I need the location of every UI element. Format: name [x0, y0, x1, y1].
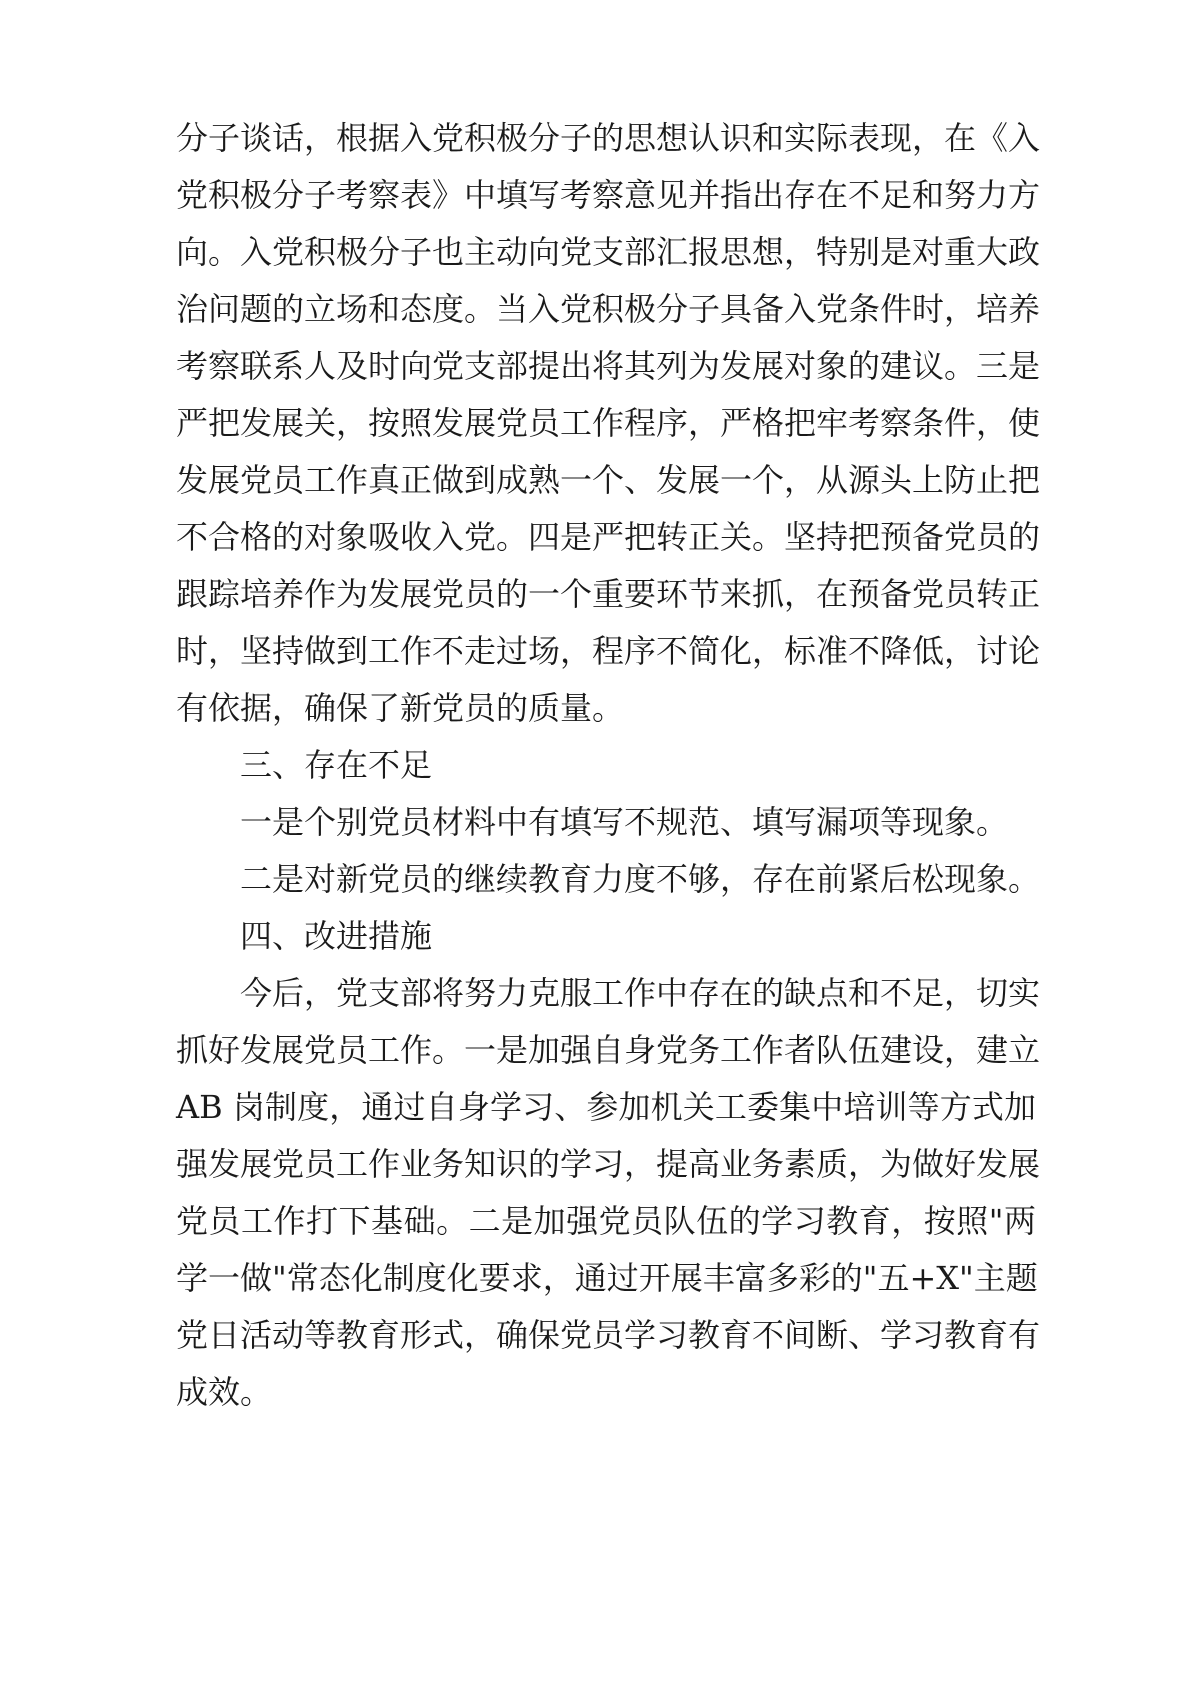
body-text-line: AB 岗制度，通过自身学习、参加机关工委集中培训等方式加	[176, 1088, 1036, 1126]
body-text-line: 强发展党员工作业务知识的学习，提高业务素质，为做好发展	[176, 1145, 1041, 1183]
body-text-line: 不合格的对象吸收入党。四是严把转正关。坚持把预备党员的	[176, 518, 1041, 556]
body-text-line: 一是个别党员材料中有填写不规范、填写漏项等现象。	[176, 803, 1009, 841]
section-heading: 四、改进措施	[176, 917, 433, 955]
body-text-line: 二是对新党员的继续教育力度不够，存在前紧后松现象。	[176, 860, 1041, 898]
body-text-line: 向。入党积极分子也主动向党支部汇报思想，特别是对重大政	[176, 233, 1041, 271]
body-text-line: 治问题的立场和态度。当入党积极分子具备入党条件时，培养	[176, 290, 1041, 328]
body-text-line: 党员工作打下基础。二是加强党员队伍的学习教育，按照"两	[176, 1202, 1036, 1240]
body-text-line: 考察联系人及时向党支部提出将其列为发展对象的建议。三是	[176, 347, 1041, 385]
body-text-line: 严把发展关，按照发展党员工作程序，严格把牢考察条件，使	[176, 404, 1041, 442]
section-heading: 三、存在不足	[176, 746, 433, 784]
body-text-line: 抓好发展党员工作。一是加强自身党务工作者队伍建设，建立	[176, 1031, 1041, 1069]
body-text-line: 党积极分子考察表》中填写考察意见并指出存在不足和努力方	[176, 176, 1041, 214]
body-text-line: 发展党员工作真正做到成熟一个、发展一个，从源头上防止把	[176, 461, 1041, 499]
body-text-line: 成效。	[176, 1373, 273, 1411]
body-text-line: 学一做"常态化制度化要求，通过开展丰富多彩的"五+X"主题	[176, 1259, 1038, 1297]
body-text-line: 有依据，确保了新党员的质量。	[176, 689, 625, 727]
body-text-line: 时，坚持做到工作不走过场，程序不简化，标准不降低，讨论	[176, 632, 1041, 670]
body-text-line: 跟踪培养作为发展党员的一个重要环节来抓，在预备党员转正	[176, 575, 1041, 613]
body-text-line: 分子谈话，根据入党积极分子的思想认识和实际表现，在《入	[176, 119, 1041, 157]
body-text-line: 今后，党支部将努力克服工作中存在的缺点和不足，切实	[176, 974, 1041, 1012]
body-text-line: 党日活动等教育形式，确保党员学习教育不间断、学习教育有	[176, 1316, 1041, 1354]
